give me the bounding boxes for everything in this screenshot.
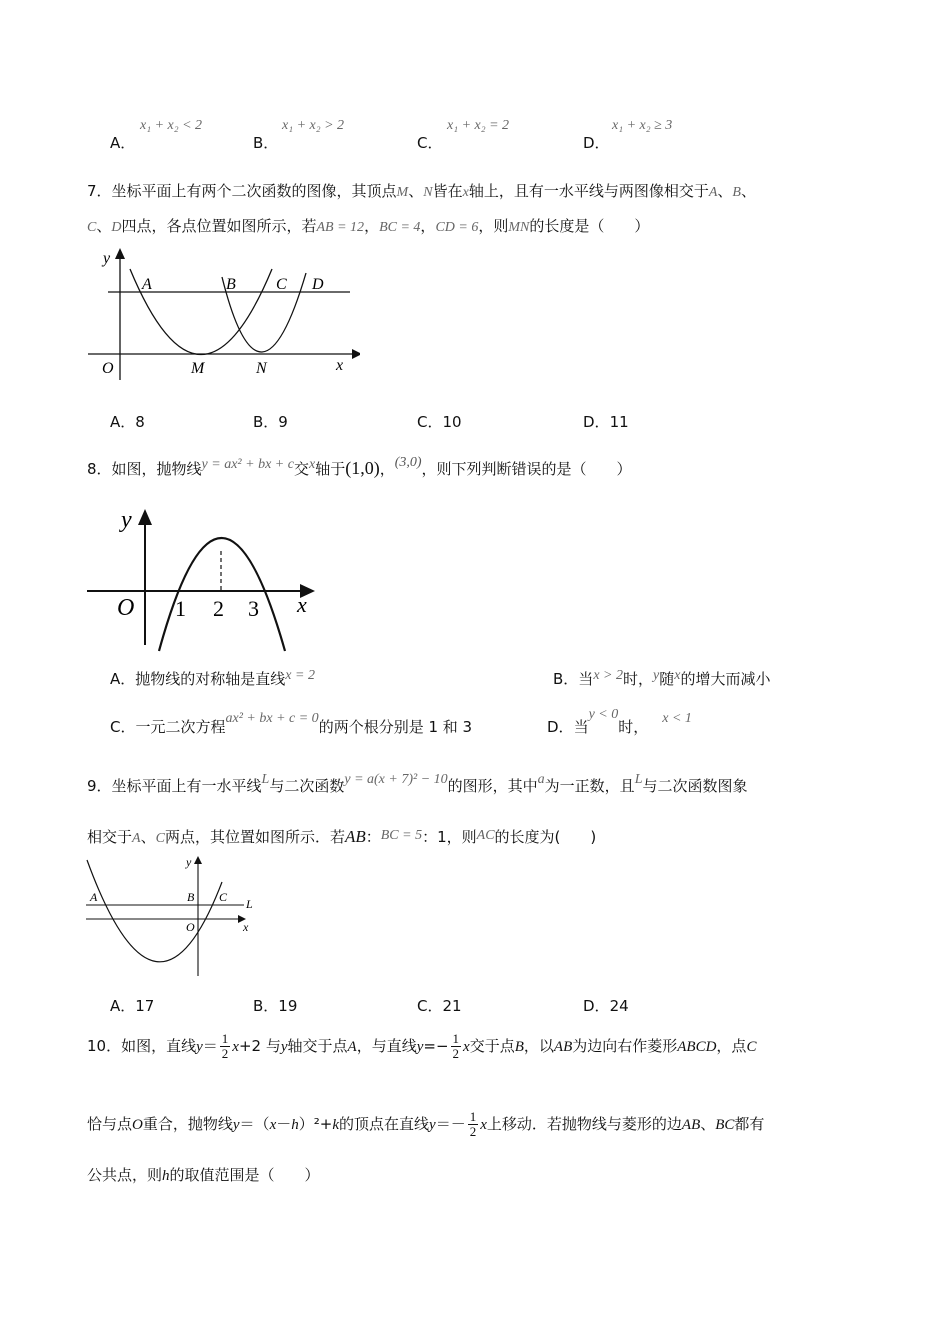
q7-sep: 、 [408,182,424,200]
q6-option-d-expr: x₁ + x₂ ≥ 3 [612,118,673,133]
q7-ab: AB = 12 [316,220,365,235]
q7-label-b: B [226,276,236,293]
q6-option-b-expr: x₁ + x₂ > 2 [282,118,345,133]
q8-label-o: O [117,595,135,621]
q9-stem-line1: 9．坐标平面上有一水平线L与二次函数y = a(x + 7)² − 10的图形，其中a为一正数，且L与二次函数图象 [87,772,748,795]
q7-sep: 、 [717,182,733,200]
q7-mn: MN [508,220,530,235]
q7-label-n: N [256,360,267,377]
q7-option-a: A．8 [110,413,145,431]
q10-line3: 公共点，则h的取值范围是（ ） [87,1166,320,1184]
q6-option-c-expr: x₁ + x₂ = 2 [447,118,510,133]
q8-eq: y = ax² + bx + c [201,457,294,472]
q7-label-o: O [102,360,114,377]
q7-bc: BC = 4 [379,220,421,235]
q8-option-a: A．抛物线的对称轴是直线x = 2 [110,668,315,688]
q9-option-c: C．21 [417,997,462,1015]
q7-option-d: D．11 [583,413,629,431]
q8-text: 8．如图，抛物线 [87,460,202,478]
q10-fraction: $\frac{1}{2}$ [452,1031,460,1061]
q7-label-x: x [336,357,344,374]
q9-label-y: y [186,855,192,869]
q8-text: ，则下列判断错误的是（ ） [421,460,632,478]
q6-option-a-letter: A． [110,134,136,152]
q7-text: 的长度是（ ） [529,217,650,235]
q6-option-d-letter: D． [583,134,610,152]
q8-y-arrow [138,509,152,525]
q7-n: N [423,185,433,200]
q9-option-a: A．17 [110,997,155,1015]
q9-option-b: B．19 [253,997,298,1015]
q8-point1: (1,0) [345,458,380,478]
q10-fraction: $\frac{1}{2}$ [469,1109,477,1139]
q9-y-arrow [194,856,202,864]
q7-text: ，则 [478,217,509,235]
q9-label-b: B [187,890,195,904]
q9-label-x: x [243,920,249,934]
q7-c: C [87,220,97,235]
q7-d: D [111,220,122,235]
q7-x: x [462,185,469,200]
q7-label-d: D [312,276,324,293]
q8-label-y: y [121,507,132,533]
q7-label-y: y [103,250,111,267]
q7-cd: CD = 6 [435,220,479,235]
q8-opt-a-expr: x = 2 [285,668,315,683]
q9-option-d: D．24 [583,997,629,1015]
q7-y-arrow [115,248,125,259]
q6-option-b-letter: B． [253,134,279,152]
q8-text: 交 [293,460,309,478]
q8-text: ， [379,460,395,478]
q8-text: 轴于 [315,460,346,478]
q9-label-o: O [186,920,195,934]
q7-b: B [732,185,741,200]
q9-label-l: L [246,897,253,911]
q7-text: 轴上，且有一水平线与两图像相交于 [468,182,709,200]
q8-stem [87,455,632,479]
q8-parabola [159,538,285,651]
q7-text: 7．坐标平面上有两个二次函数的图像，其顶点 [87,182,397,200]
q8-point2: (3,0) [394,455,422,470]
q7-sep: 、 [740,182,756,200]
q7-text: 皆在 [432,182,463,200]
q7-label-c: C [276,276,287,293]
q8-tick-1: 1 [175,596,186,621]
q8-x: x [308,457,316,472]
q10-fraction: $\frac{1}{2}$ [221,1031,229,1061]
q7-option-c: C．10 [417,413,462,431]
q8-label-x: x [297,592,307,617]
q8-option-c: C．一元二次方程ax² + bx + c = 0的两个根分别是 1 和 3 [110,711,473,736]
q8-tick-2: 2 [213,596,224,621]
q9-figure [82,852,262,980]
q8-tick-3: 3 [248,596,259,621]
q7-comma: ， [420,217,436,235]
q7-comma: ， [364,217,380,235]
q7-label-m: M [191,360,205,377]
q6-option-c-letter: C． [417,134,443,152]
q6-option-a-expr: x₁ + x₂ < 2 [140,118,203,133]
q7-m: M [396,185,409,200]
q9-label-c: C [219,890,228,904]
q8-option-b: B．当x > 2时，y随x的增大而减小 [553,668,771,688]
q7-label-a: A [142,276,152,293]
q9-stem-line2: 相交于A、C两点，其位置如图所示．若AB：BC = 5：1，则AC的长度为( ) [87,827,597,846]
q9-parabola [87,860,222,962]
q9-label-a: A [90,890,98,904]
q7-stem-line1 [87,180,756,201]
q8-option-d: D．当y < 0时， x < 1 [547,707,692,736]
q7-figure [80,245,360,385]
q10-line1: 10．如图，直线y＝ $\frac{1}{2}$ x+2 与y轴交于点A，与直线y=− $\frac{1}{2}$ x交于点B，以AB为边向右作菱形ABCD，点C [87,1031,757,1061]
q7-sep: 、 [96,217,112,235]
q7-option-b: B．9 [253,413,288,431]
q7-a: A [708,185,718,200]
q7-x-arrow [352,349,360,359]
q7-text: 四点，各点位置如图所示，若 [121,217,317,235]
q7-stem-line2 [87,215,649,236]
q10-line2: 恰与点O重合，抛物线y＝（x－h）²+k的顶点在直线y＝－ $\frac{1}{2}$ x上移动．若抛物线与菱形的边AB、BC都有 [87,1109,765,1139]
q8-figure [85,505,325,655]
